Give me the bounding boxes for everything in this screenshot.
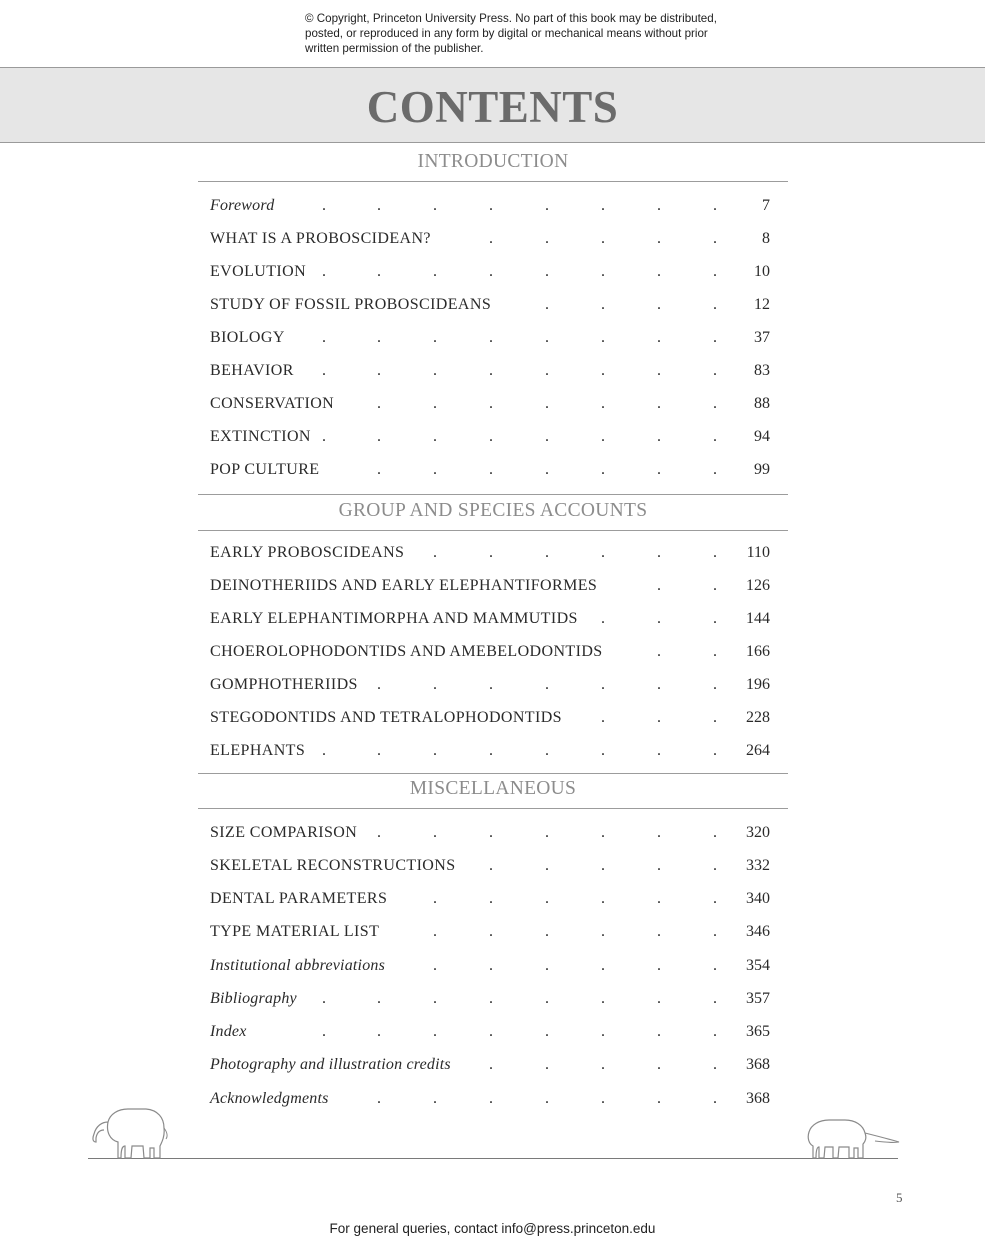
toc-page-number: 99	[754, 461, 770, 478]
leader-dot: .	[489, 824, 493, 841]
leader-dot: .	[489, 197, 493, 214]
leader-dot: .	[433, 742, 437, 759]
toc-entry	[210, 329, 770, 353]
toc-entry	[210, 395, 770, 419]
section-rule	[198, 181, 788, 182]
toc-page-number: 228	[746, 709, 770, 726]
toc-entry-title: Index	[210, 1023, 247, 1040]
toc-page-number: 7	[762, 197, 770, 214]
leader-dot: .	[489, 461, 493, 478]
toc-page-number: 88	[754, 395, 770, 412]
leader-dot: .	[545, 923, 549, 940]
toc-entry-title: Foreword	[210, 197, 275, 214]
toc-entry-title: STUDY OF FOSSIL PROBOSCIDEANS	[210, 296, 492, 313]
leader-dot: .	[713, 362, 717, 379]
leader-dot: .	[601, 461, 605, 478]
toc-entry	[210, 923, 770, 947]
toc-page-number: 12	[754, 296, 770, 313]
leader-dot: .	[713, 824, 717, 841]
leader-dot: .	[377, 824, 381, 841]
leader-dot: .	[377, 1023, 381, 1040]
leader-dot: .	[377, 676, 381, 693]
footer-rule	[88, 1158, 898, 1159]
leader-dot: .	[377, 263, 381, 280]
toc-entry-title: DENTAL PARAMETERS	[210, 890, 388, 907]
toc-entry	[210, 990, 770, 1014]
leader-dot: .	[601, 544, 605, 561]
leader-dot: .	[377, 990, 381, 1007]
leader-dot: .	[713, 890, 717, 907]
toc-page-number: 340	[746, 890, 770, 907]
leader-dot: .	[601, 957, 605, 974]
leader-dot: .	[601, 890, 605, 907]
toc-page-number: 354	[746, 957, 770, 974]
toc-entry	[210, 676, 770, 700]
toc-page-number: 83	[754, 362, 770, 379]
toc-page-number: 110	[746, 544, 770, 561]
toc-entry	[210, 362, 770, 386]
leader-dot: .	[601, 1023, 605, 1040]
leader-dot: .	[433, 1023, 437, 1040]
toc-entry	[210, 1056, 770, 1080]
section-rule	[198, 808, 788, 809]
elephant-silhouette-left-icon	[88, 1106, 170, 1160]
elephant-silhouette-right-icon	[805, 1116, 903, 1160]
leader-dot: .	[489, 1023, 493, 1040]
contact-footer: For general queries, contact info@press.princeton.edu	[329, 1221, 656, 1236]
toc-page-number: 144	[746, 610, 770, 627]
leader-dot: .	[713, 1090, 717, 1107]
leader-dot: .	[377, 395, 381, 412]
toc-entry-title: Bibliography	[210, 990, 297, 1007]
toc-page-number: 94	[754, 428, 770, 445]
leader-dot: .	[322, 428, 326, 445]
leader-dot: .	[657, 709, 661, 726]
toc-page-number: 332	[746, 857, 770, 874]
leader-dot: .	[545, 1023, 549, 1040]
leader-dot: .	[489, 362, 493, 379]
leader-dot: .	[601, 197, 605, 214]
leader-dot: .	[433, 329, 437, 346]
toc-entry-title: TYPE MATERIAL LIST	[210, 923, 380, 940]
leader-dot: .	[601, 676, 605, 693]
toc-entry	[210, 577, 770, 601]
leader-dot: .	[601, 362, 605, 379]
leader-dot: .	[433, 263, 437, 280]
leader-dot: .	[489, 1056, 493, 1073]
leader-dot: .	[433, 676, 437, 693]
toc-entry-title: GOMPHOTHERIIDS	[210, 676, 358, 693]
leader-dot: .	[657, 329, 661, 346]
leader-dot: .	[545, 742, 549, 759]
leader-dot: .	[713, 461, 717, 478]
leader-dot: .	[657, 643, 661, 660]
leader-dot: .	[433, 395, 437, 412]
leader-dot: .	[377, 742, 381, 759]
leader-dot: .	[713, 610, 717, 627]
toc-entry-title: Photography and illustration credits	[210, 1056, 451, 1073]
leader-dot: .	[713, 957, 717, 974]
leader-dot: .	[601, 610, 605, 627]
leader-dot: .	[657, 1056, 661, 1073]
leader-dot: .	[377, 428, 381, 445]
leader-dot: .	[433, 197, 437, 214]
leader-dot: .	[657, 428, 661, 445]
toc-entry	[210, 230, 770, 254]
toc-entry	[210, 461, 770, 485]
toc-entry	[210, 643, 770, 667]
leader-dot: .	[601, 428, 605, 445]
leader-dot: .	[489, 742, 493, 759]
toc-page-number: 264	[746, 742, 770, 759]
toc-entry	[210, 709, 770, 733]
leader-dot: .	[545, 824, 549, 841]
leader-dot: .	[657, 461, 661, 478]
toc-page-number: 166	[746, 643, 770, 660]
section-rule	[198, 773, 788, 774]
toc-entry-title: EARLY ELEPHANTIMORPHA AND MAMMUTIDS	[210, 610, 578, 627]
leader-dot: .	[713, 544, 717, 561]
leader-dot: .	[433, 544, 437, 561]
toc-page-number: 368	[746, 1056, 770, 1073]
leader-dot: .	[713, 643, 717, 660]
leader-dot: .	[657, 957, 661, 974]
leader-dot: .	[489, 230, 493, 247]
leader-dot: .	[545, 957, 549, 974]
leader-dot: .	[713, 263, 717, 280]
leader-dot: .	[657, 610, 661, 627]
toc-entry-title: BIOLOGY	[210, 329, 285, 346]
leader-dot: .	[433, 824, 437, 841]
toc-entry-title: Institutional abbreviations	[210, 957, 386, 974]
leader-dot: .	[601, 296, 605, 313]
leader-dot: .	[601, 329, 605, 346]
toc-entry-title: CHOEROLOPHODONTIDS AND AMEBELODONTIDS	[210, 643, 603, 660]
leader-dot: .	[601, 263, 605, 280]
toc-entry-title: SIZE COMPARISON	[210, 824, 358, 841]
leader-dot: .	[657, 395, 661, 412]
leader-dot: .	[322, 329, 326, 346]
toc-entry	[210, 1090, 770, 1114]
leader-dot: .	[377, 1090, 381, 1107]
leader-dot: .	[377, 362, 381, 379]
toc-page-number: 365	[746, 1023, 770, 1040]
leader-dot: .	[657, 857, 661, 874]
section-rule	[198, 494, 788, 495]
leader-dot: .	[657, 824, 661, 841]
toc-page-number: 37	[754, 329, 770, 346]
leader-dot: .	[601, 857, 605, 874]
leader-dot: .	[433, 990, 437, 1007]
leader-dot: .	[489, 1090, 493, 1107]
leader-dot: .	[433, 1090, 437, 1107]
leader-dot: .	[433, 957, 437, 974]
leader-dot: .	[489, 329, 493, 346]
leader-dot: .	[545, 857, 549, 874]
leader-dot: .	[657, 1090, 661, 1107]
leader-dot: .	[545, 395, 549, 412]
leader-dot: .	[322, 990, 326, 1007]
leader-dot: .	[657, 990, 661, 1007]
leader-dot: .	[713, 742, 717, 759]
leader-dot: .	[713, 230, 717, 247]
leader-dot: .	[433, 362, 437, 379]
section-rule	[198, 530, 788, 531]
leader-dot: .	[601, 395, 605, 412]
leader-dot: .	[713, 428, 717, 445]
leader-dot: .	[713, 923, 717, 940]
leader-dot: .	[657, 296, 661, 313]
leader-dot: .	[322, 742, 326, 759]
leader-dot: .	[322, 263, 326, 280]
leader-dot: .	[713, 329, 717, 346]
leader-dot: .	[322, 1023, 326, 1040]
toc-page-number: 8	[762, 230, 770, 247]
leader-dot: .	[545, 428, 549, 445]
leader-dot: .	[433, 428, 437, 445]
leader-dot: .	[657, 362, 661, 379]
section-title: INTRODUCTION	[417, 151, 569, 172]
leader-dot: .	[601, 230, 605, 247]
leader-dot: .	[713, 1023, 717, 1040]
toc-entry-title: BEHAVIOR	[210, 362, 294, 379]
leader-dot: .	[601, 742, 605, 759]
leader-dot: .	[657, 544, 661, 561]
leader-dot: .	[377, 197, 381, 214]
toc-page-number: 320	[746, 824, 770, 841]
leader-dot: .	[545, 990, 549, 1007]
leader-dot: .	[489, 395, 493, 412]
toc-entry-title: ELEPHANTS	[210, 742, 306, 759]
leader-dot: .	[545, 461, 549, 478]
leader-dot: .	[657, 676, 661, 693]
leader-dot: .	[657, 577, 661, 594]
page-number: 5	[896, 1190, 903, 1205]
toc-entry	[210, 197, 770, 221]
leader-dot: .	[489, 957, 493, 974]
leader-dot: .	[657, 1023, 661, 1040]
leader-dot: .	[713, 577, 717, 594]
leader-dot: .	[545, 296, 549, 313]
leader-dot: .	[657, 923, 661, 940]
leader-dot: .	[713, 197, 717, 214]
toc-entry-title: CONSERVATION	[210, 395, 335, 412]
toc-entry-title: WHAT IS A PROBOSCIDEAN?	[210, 230, 431, 247]
toc-entry-title: DEINOTHERIIDS AND EARLY ELEPHANTIFORMES	[210, 577, 598, 594]
leader-dot: .	[377, 461, 381, 478]
leader-dot: .	[545, 1056, 549, 1073]
copyright-notice: © Copyright, Princeton University Press. No part of this book may be distributed, posted, or reproduced in any form by digital or mechanical means without prior written permission of the publisher.	[305, 12, 717, 55]
toc-entry	[210, 957, 770, 981]
toc-entry	[210, 824, 770, 848]
leader-dot: .	[433, 923, 437, 940]
toc-page-number: 346	[746, 923, 770, 940]
leader-dot: .	[322, 197, 326, 214]
section-title: GROUP AND SPECIES ACCOUNTS	[338, 500, 648, 521]
toc-page-number: 10	[754, 263, 770, 280]
leader-dot: .	[489, 544, 493, 561]
leader-dot: .	[713, 857, 717, 874]
leader-dot: .	[657, 263, 661, 280]
leader-dot: .	[489, 990, 493, 1007]
leader-dot: .	[657, 197, 661, 214]
contents-header-band	[0, 67, 985, 143]
toc-entry	[210, 857, 770, 881]
toc-page-number: 196	[746, 676, 770, 693]
toc-entry	[210, 263, 770, 287]
toc-page-number: 357	[746, 990, 770, 1007]
leader-dot: .	[713, 1056, 717, 1073]
toc-entry	[210, 428, 770, 452]
leader-dot: .	[713, 296, 717, 313]
leader-dot: .	[322, 362, 326, 379]
leader-dot: .	[545, 362, 549, 379]
toc-entry	[210, 610, 770, 634]
toc-entry-title: EXTINCTION	[210, 428, 311, 445]
leader-dot: .	[545, 197, 549, 214]
leader-dot: .	[601, 824, 605, 841]
toc-entry	[210, 296, 770, 320]
leader-dot: .	[545, 676, 549, 693]
toc-entry	[210, 1023, 770, 1047]
leader-dot: .	[489, 263, 493, 280]
leader-dot: .	[433, 461, 437, 478]
leader-dot: .	[713, 395, 717, 412]
leader-dot: .	[601, 1090, 605, 1107]
leader-dot: .	[377, 329, 381, 346]
leader-dot: .	[713, 990, 717, 1007]
leader-dot: .	[545, 230, 549, 247]
leader-dot: .	[601, 990, 605, 1007]
leader-dot: .	[545, 544, 549, 561]
toc-entry-title: Acknowledgments	[210, 1090, 329, 1107]
leader-dot: .	[545, 263, 549, 280]
toc-entry-title: EARLY PROBOSCIDEANS	[210, 544, 405, 561]
leader-dot: .	[545, 890, 549, 907]
section-title: MISCELLANEOUS	[409, 778, 577, 799]
toc-page-number: 126	[746, 577, 770, 594]
toc-page-number: 368	[746, 1090, 770, 1107]
toc-entry-title: SKELETAL RECONSTRUCTIONS	[210, 857, 456, 874]
leader-dot: .	[433, 890, 437, 907]
leader-dot: .	[713, 709, 717, 726]
toc-entry-title: STEGODONTIDS AND TETRALOPHODONTIDS	[210, 709, 562, 726]
toc-entry	[210, 742, 770, 766]
leader-dot: .	[601, 923, 605, 940]
leader-dot: .	[489, 857, 493, 874]
leader-dot: .	[657, 890, 661, 907]
toc-entry	[210, 544, 770, 568]
leader-dot: .	[545, 1090, 549, 1107]
toc-entry-title: EVOLUTION	[210, 263, 307, 280]
leader-dot: .	[545, 329, 549, 346]
leader-dot: .	[657, 742, 661, 759]
leader-dot: .	[601, 709, 605, 726]
leader-dot: .	[657, 230, 661, 247]
toc-entry-title: POP CULTURE	[210, 461, 320, 478]
leader-dot: .	[489, 428, 493, 445]
toc-entry	[210, 890, 770, 914]
leader-dot: .	[489, 676, 493, 693]
page-title: CONTENTS	[366, 82, 619, 132]
leader-dot: .	[489, 923, 493, 940]
leader-dot: .	[713, 676, 717, 693]
leader-dot: .	[601, 1056, 605, 1073]
leader-dot: .	[489, 890, 493, 907]
